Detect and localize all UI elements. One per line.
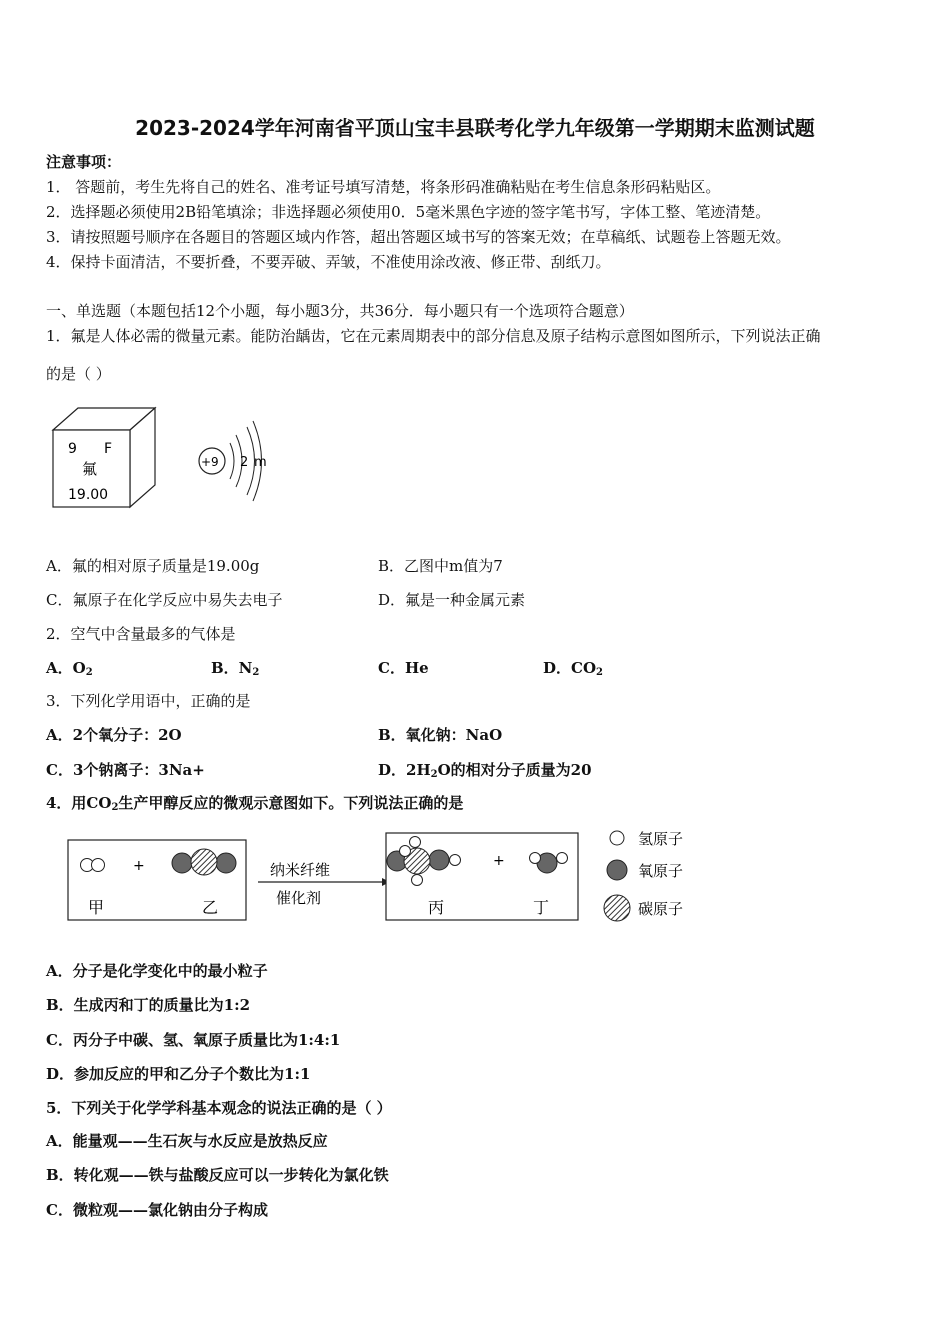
label-ding: 丁 [533, 898, 550, 917]
option-a[interactable]: A．能量观——生石灰与水反应是放热反应 [46, 1132, 328, 1150]
option-b[interactable]: B．乙图中m值为7 [378, 557, 503, 575]
hydrogen-atom [530, 853, 541, 864]
option-d[interactable]: D．氟是一种金属元素 [378, 591, 526, 609]
question-1-stem-cont: 的是（ ） [46, 365, 111, 383]
option-a[interactable]: A．氟的相对原子质量是19.00g [46, 557, 260, 575]
option-c[interactable]: C．氟原子在化学反应中易失去电子 [46, 591, 283, 609]
question-2-stem: 2．空气中含量最多的气体是 [46, 625, 236, 643]
option-b[interactable]: B．生成丙和丁的质量比为1:2 [46, 996, 251, 1014]
atomic-mass: 19.00 [68, 487, 109, 503]
carbon-atom [191, 849, 217, 875]
option-d[interactable]: D．$CO_2$ [543, 659, 603, 678]
atomic-number: 9 [68, 441, 77, 457]
option-c[interactable]: C．丙分子中碳、氢、氧原子质量比为1:4:1 [46, 1031, 341, 1049]
arrow-label-top: 纳米纤维 [270, 861, 331, 879]
option-a[interactable]: A．2个氧分子：2O [46, 726, 182, 744]
notice-item: 4．保持卡面清洁，不要折叠，不要弄破、弄皱，不准使用涂改液、修正带、刮纸刀。 [46, 253, 611, 271]
question-4-stem: 4．用$CO_2$生产甲醇反应的微观示意图如下。下列说法正确的是 [46, 794, 464, 813]
option-b[interactable]: B．转化观——铁与盐酸反应可以一步转化为氯化铁 [46, 1166, 389, 1184]
element-name: 氟 [82, 460, 98, 478]
element-symbol: F [104, 441, 113, 457]
option-d[interactable]: D．参加反应的甲和乙分子个数比为1:1 [46, 1065, 311, 1083]
label-bing: 丙 [428, 898, 445, 917]
question-3-stem: 3．下列化学用语中，正确的是 [46, 692, 251, 710]
notice-item: 2．选择题必须使用2B铅笔填涂；非选择题必须使用0．5毫米黑色字迹的签字笔书写，字体工整、笔迹清楚。 [46, 203, 771, 221]
shell-1-electrons: 2 [240, 455, 249, 470]
reaction-diagram [60, 825, 720, 935]
hydrogen-atom [412, 875, 423, 886]
notice-item: 1． 答题前，考生先将自己的姓名、准考证号填写清楚，将条形码准确粘贴在考生信息条形码粘贴区。 [46, 178, 721, 196]
oxygen-atom [429, 850, 449, 870]
arrow-label-bottom: 催化剂 [276, 889, 322, 907]
legend-carbon-swatch [604, 895, 630, 921]
section-heading: 一、单选题（本题包括12个小题，每小题3分，共36分．每小题只有一个选项符合题意） [46, 302, 634, 320]
plus-sign: + [133, 858, 145, 874]
oxygen-atom [216, 853, 236, 873]
question-1-stem: 1．氟是人体必需的微量元素。能防治龋齿，它在元素周期表中的部分信息及原子结构示意图如图所示，下列说法正确 [46, 327, 821, 345]
option-b[interactable]: B．$N_2$ [211, 659, 260, 678]
page-title: 2023-2024学年河南省平顶山宝丰县联考化学九年级第一学期期末监测试题 [135, 116, 815, 140]
label-yi: 乙 [202, 898, 219, 917]
option-c[interactable]: C．3个钠离子：3Na+ [46, 761, 205, 779]
option-c[interactable]: C．He [378, 659, 429, 677]
legend-oxygen-swatch [607, 860, 627, 880]
hydrogen-atom [92, 859, 105, 872]
legend-oxygen: 氧原子 [638, 862, 684, 880]
element-card-figure [48, 400, 160, 512]
legend-carbon: 碳原子 [638, 900, 684, 918]
plus-sign: + [493, 853, 505, 869]
option-c[interactable]: C．微粒观——氯化钠由分子构成 [46, 1201, 268, 1219]
hydrogen-atom [410, 837, 421, 848]
hydrogen-atom [400, 846, 411, 857]
hydrogen-atom [450, 855, 461, 866]
option-a[interactable]: A．$O_2$ [46, 659, 93, 678]
legend-hydrogen-swatch [610, 831, 624, 845]
legend-hydrogen: 氢原子 [638, 830, 684, 848]
option-a[interactable]: A．分子是化学变化中的最小粒子 [46, 962, 268, 980]
label-jia: 甲 [88, 898, 105, 917]
option-b[interactable]: B．氧化钠：NaO [378, 726, 503, 744]
nucleus-charge: +9 [201, 455, 219, 469]
hydrogen-atom [557, 853, 568, 864]
notice-item: 3．请按照题号顺序在各题目的答题区域内作答，超出答题区域书写的答案无效；在草稿纸、试题卷上答题无效。 [46, 228, 791, 246]
oxygen-atom [172, 853, 192, 873]
notice-heading: 注意事项： [46, 153, 122, 171]
shell-2-electrons: m [254, 455, 267, 470]
question-5-stem: 5．下列关于化学学科基本观念的说法正确的是（ ） [46, 1099, 392, 1117]
option-d[interactable]: D．$2H_2O$的相对分子质量为20 [378, 761, 592, 780]
atom-structure-figure [190, 415, 280, 505]
